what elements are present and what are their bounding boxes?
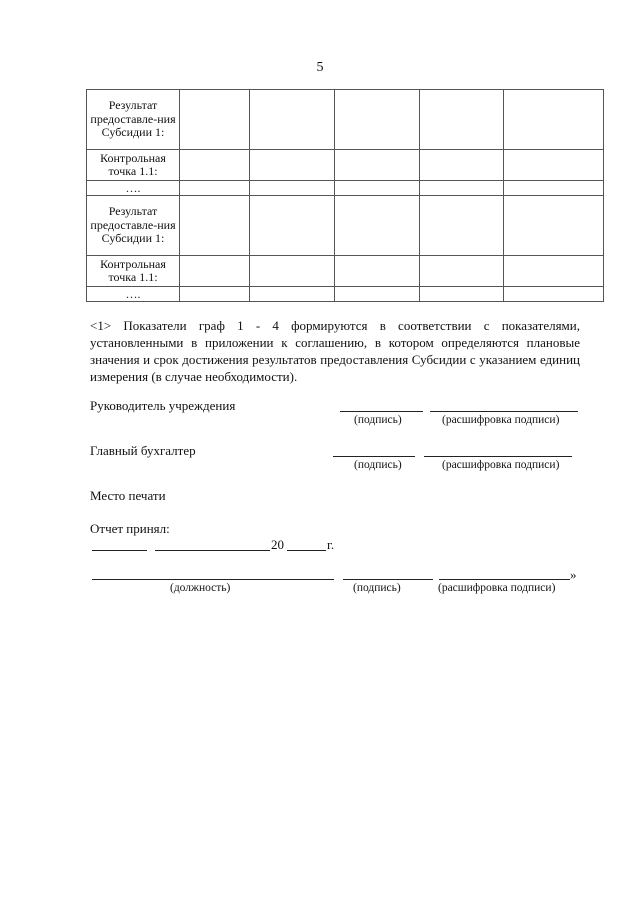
table-cell — [180, 90, 250, 150]
head-decoding-caption: (расшифровка подписи) — [442, 414, 560, 426]
table-row — [87, 287, 604, 302]
table-cell — [250, 181, 335, 196]
results-table — [86, 89, 604, 302]
row-label: Результат предоставле-ния Субсидии 1: — [87, 90, 180, 150]
accountant-signature-caption: (подпись) — [354, 459, 402, 471]
table-cell — [420, 90, 504, 150]
table-row — [87, 150, 604, 181]
table-cell — [180, 150, 250, 181]
table-cell — [504, 196, 604, 256]
table-cell — [335, 90, 420, 150]
table-cell — [420, 196, 504, 256]
accept-signature-line — [343, 579, 433, 580]
row-label: Контрольная точка 1.1: — [87, 256, 180, 287]
table-cell — [250, 287, 335, 302]
table-cell — [180, 196, 250, 256]
table-row — [87, 196, 604, 256]
date-month-line — [155, 550, 270, 551]
table-cell — [250, 196, 335, 256]
table-cell — [250, 256, 335, 287]
page-number: 5 — [316, 60, 324, 75]
table-cell — [335, 256, 420, 287]
accountant-label: Главный бухгалтер — [90, 443, 196, 458]
table-cell — [335, 150, 420, 181]
table-cell — [335, 287, 420, 302]
table-cell — [420, 287, 504, 302]
table-cell — [504, 181, 604, 196]
table-cell — [504, 150, 604, 181]
seal-label: Место печати — [90, 488, 166, 503]
row-label: Результат предоставле-ния Субсидии 1: — [87, 196, 180, 256]
table-cell — [504, 287, 604, 302]
table-cell — [180, 256, 250, 287]
table-cell — [504, 90, 604, 150]
table-cell — [420, 181, 504, 196]
footnote: <1> Показатели граф 1 - 4 формируются в соответствии с показателями, установленными в приложении к соглашению, в котором определяются плановые значения и срок достижения результатов предоставления Субсидии с указанием единиц измерения (в случае необходимости). — [90, 318, 580, 384]
table-row — [87, 256, 604, 287]
accept-signature-caption: (подпись) — [353, 582, 401, 594]
year-suffix: г. — [327, 537, 335, 552]
accountant-decoding-line — [424, 456, 572, 457]
accountant-decoding-caption: (расшифровка подписи) — [442, 459, 560, 471]
table-cell — [420, 256, 504, 287]
date-day-line — [92, 550, 147, 551]
date-year-line — [287, 550, 326, 551]
table-row — [87, 90, 604, 150]
row-label: …. — [87, 181, 180, 196]
accepted-label: Отчет принял: — [90, 521, 170, 536]
year-prefix: 20 — [271, 537, 284, 552]
row-label: Контрольная точка 1.1: — [87, 150, 180, 181]
table-cell — [250, 150, 335, 181]
table-cell — [504, 256, 604, 287]
table-cell — [250, 90, 335, 150]
position-caption: (должность) — [170, 582, 231, 594]
accept-decoding-line — [439, 579, 570, 580]
table-cell — [420, 150, 504, 181]
head-label: Руководитель учреждения — [90, 398, 236, 413]
table-row — [87, 181, 604, 196]
head-signature-line — [340, 411, 423, 412]
position-line — [92, 579, 334, 580]
accept-decoding-caption: (расшифровка подписи) — [438, 582, 556, 594]
accountant-signature-line — [333, 456, 415, 457]
table-cell — [335, 196, 420, 256]
row-label: …. — [87, 287, 180, 302]
table-cell — [180, 181, 250, 196]
head-signature-caption: (подпись) — [354, 414, 402, 426]
table-cell — [180, 287, 250, 302]
head-decoding-line — [430, 411, 578, 412]
closing-quote: » — [570, 567, 577, 582]
table-cell — [335, 181, 420, 196]
